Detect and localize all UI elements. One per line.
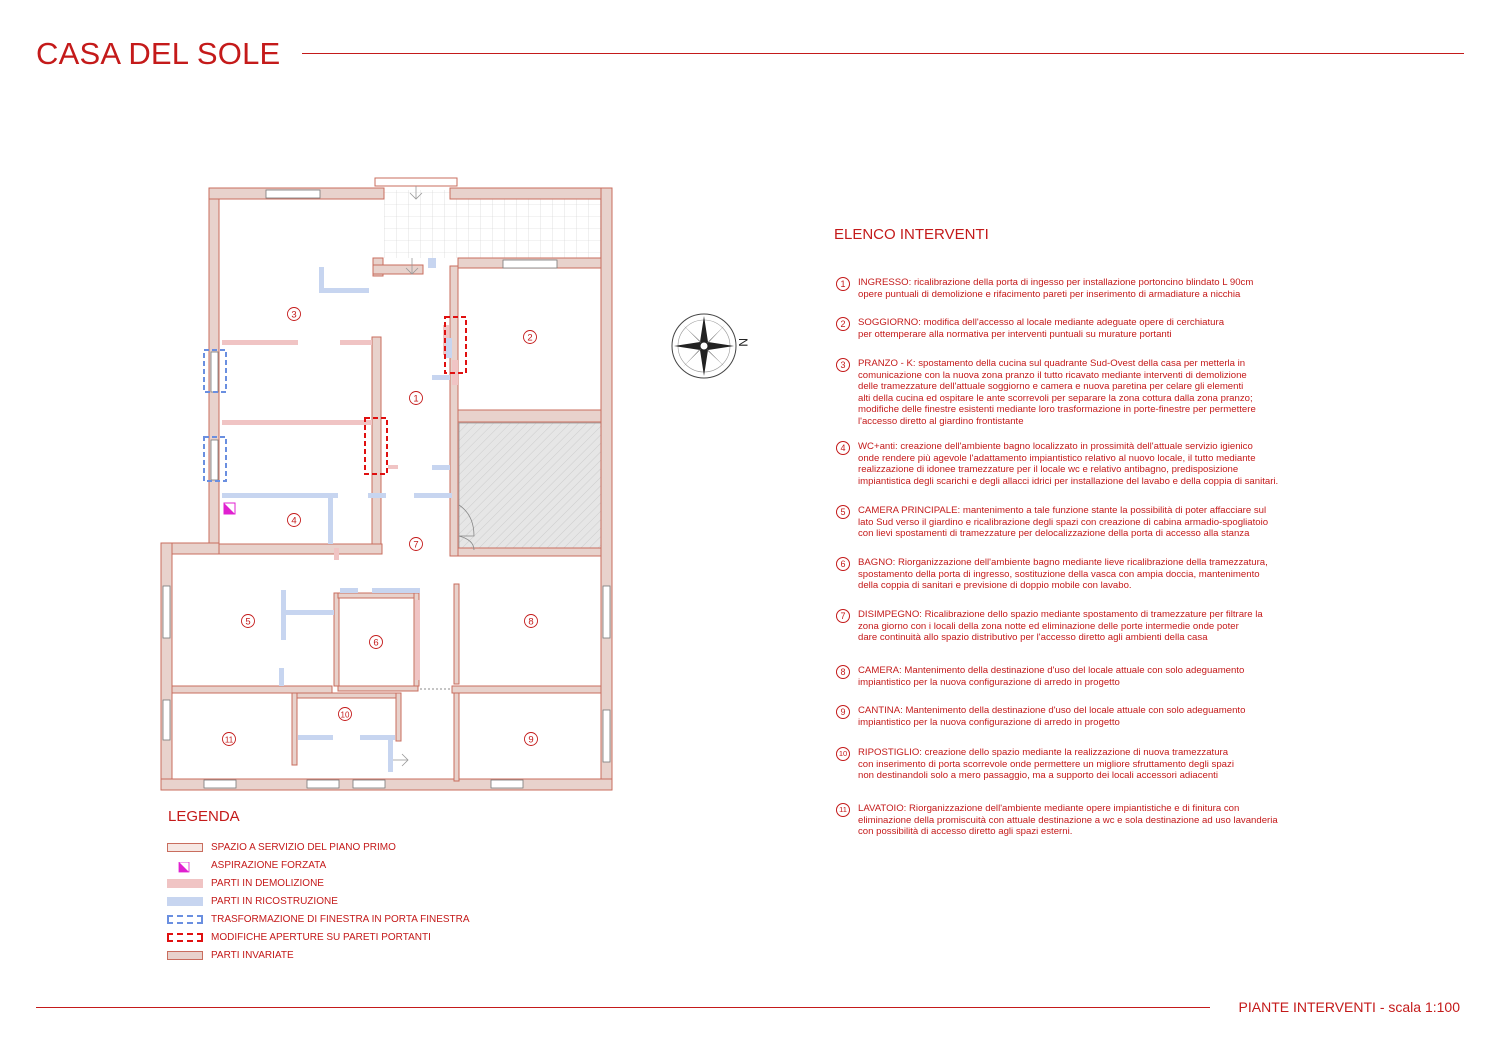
intervention-line: dare continuità allo spazio distributivo per l'accesso diretto agli ambienti della casa [858,632,1208,644]
intervention-line: impiantistico per la nuova configurazione di arredo in progetto [858,676,1120,688]
room-label-4: 4 [291,515,297,527]
compass-rose-icon [668,312,750,380]
legend-swatch-reconstruction [167,897,203,906]
intervention-item [836,277,1306,300]
intervention-line: CANTINA: Mantenimento della destinazione d'uso del locale attuale con solo adeguamento [858,705,1246,716]
legend-label: PARTI INVARIATE [211,949,294,961]
legend-swatch-aspiration [167,860,203,871]
intervention-item [836,441,1306,487]
legend-title: LEGENDA [168,808,240,825]
intervention-text [858,505,1306,540]
intervention-line: DISIMPEGNO: Ricalibrazione dello spazio mediante spostamento di tramezzature per filtrare la [858,609,1263,620]
legend-swatch-walls [167,951,203,960]
intervention-line: INGRESSO: ricalibrazione della porta di ingesso per installazione portoncino blindato L 90cm [858,277,1254,288]
intervention-text [858,441,1306,487]
intervention-line: onde rendere più agevole l'adattamento impiantistico relativo al nuovo locale, il tutto mediante [858,452,1256,464]
intervention-line: per ottemperare alla normativa per interventi puntuali su murature portanti [858,328,1172,340]
intervention-line: spostamento della porta di ingresso, sostituzione della vasca con ampia doccia, mantenimento [858,568,1260,580]
intervention-item [836,557,1306,592]
intervention-line: LAVATOIO: Riorganizzazione dell'ambiente mediante opere impiantistiche e di finitura con [858,803,1240,814]
terrace [384,190,602,258]
intervention-number: 4 [836,441,850,455]
intervention-text [858,747,1306,782]
intervention-line: modifiche delle finestre esistenti mediante loro trasformazione in porte-finestre per permettere [858,404,1256,416]
intervention-line: realizzazione di idonee tramezzature per il locale wc e relativo antibagno, predisposizione [858,464,1239,476]
intervention-line: opere puntuali di demolizione e rifacimento pareti per inserimento di armadiature a nicchia [858,288,1241,300]
intervention-line: eliminazione della promiscuità con attuale destinazione a wc e sola destinazione ad uso lavanderia [858,814,1278,826]
intervention-item [836,665,1306,688]
intervention-text [858,665,1306,688]
legend-item [167,856,470,874]
intervention-line: comunicazione con la nuova zona pranzo il tutto ricavato mediante interventi di demolizione [858,369,1247,381]
intervention-text [858,705,1306,728]
legend-swatch-demolition [167,879,203,888]
page-title: CASA DEL SOLE [36,36,281,71]
legend-item [167,928,470,946]
intervention-line: CAMERA PRINCIPALE: mantenimento a tale funzione stante la possibilità di poter affacciare sul [858,505,1267,516]
intervention-item [836,747,1306,782]
intervention-number: 9 [836,705,850,719]
intervention-text [858,317,1306,340]
intervention-line: SOGGIORNO: modifica dell'accesso al locale mediante adeguate opere di cerchiatura [858,317,1225,328]
intervention-number: 2 [836,317,850,331]
intervention-text [858,358,1306,428]
intervention-line: delle tramezzature dell'attuale soggiorno e camera e nuova paretina per celare gli elementi [858,381,1244,393]
aspiration-icon [167,862,203,873]
intervention-item [836,803,1306,838]
intervention-number: 3 [836,358,850,372]
legend-label: MODIFICHE APERTURE SU PARETI PORTANTI [211,931,431,943]
legend [167,838,470,964]
intervention-item [836,609,1306,644]
compass-north-label: N [736,338,750,347]
legend-item [167,874,470,892]
interventions-title: ELENCO INTERVENTI [834,226,989,243]
room-label-11: 11 [224,735,234,745]
intervention-item [836,505,1306,540]
footer-title: PIANTE INTERVENTI - scala 1:100 [1238,999,1460,1015]
intervention-item [836,358,1306,428]
intervention-line: zona giorno con i locali della zona notte ed eliminazione delle porte intermedie onde poter [858,620,1239,632]
room-label-3: 3 [291,309,297,321]
intervention-line: RIPOSTIGLIO: creazione dello spazio mediante la realizzazione di nuova tramezzatura [858,747,1229,758]
intervention-number: 6 [836,557,850,571]
intervention-number: 5 [836,505,850,519]
intervention-text [858,803,1306,838]
legend-label: SPAZIO A SERVIZIO DEL PIANO PRIMO [211,841,396,853]
intervention-line: WC+anti: creazione dell'ambiente bagno localizzato in prossimità dell'attuale servizio igienico [858,441,1253,452]
intervention-line: con possibilità di accesso diretto agli spazi esterni. [858,826,1073,838]
room-label-8: 8 [528,616,534,628]
intervention-line: lato Sud verso il giardino e ricalibrazione degli spazi con creazione di cabina armadio-spogliatoio [858,516,1269,528]
legend-item [167,910,470,928]
room-label-1: 1 [413,393,419,405]
intervention-text [858,277,1306,300]
legend-item [167,838,470,856]
legend-swatch-blue-dash [167,915,203,924]
room-label-5: 5 [245,616,251,628]
intervention-number: 10 [836,747,850,761]
legend-item [167,946,470,964]
legend-swatch-red-dash [167,933,203,942]
room-label-9: 9 [528,734,534,746]
legend-swatch-outline [167,843,203,852]
staircase-area [459,423,601,549]
legend-label: TRASFORMAZIONE DI FINESTRA IN PORTA FINESTRA [211,913,470,925]
intervention-number: 1 [836,277,850,291]
intervention-line: alti della cucina ed ospitare le ante scorrevoli per separare la zona cottura dalla zona pranzo; [858,392,1253,404]
intervention-line: impiantistica degli scarichi e degli allacci idrici per installazione del lavabo e della coppia di sanitari. [858,475,1279,487]
intervention-item [836,317,1306,340]
room-label-7: 7 [413,539,419,551]
intervention-line: CAMERA: Mantenimento della destinazione d'uso del locale attuale con solo adeguamento [858,665,1245,676]
room-label-2: 2 [527,332,533,344]
forced-aspiration-icon [224,503,235,514]
legend-item [167,892,470,910]
intervention-line: non destinandoli solo a mero passaggio, ma a supporto dei locali accessori adiacenti [858,770,1218,782]
intervention-number: 7 [836,609,850,623]
intervention-item [836,705,1306,728]
intervention-text [858,609,1306,644]
intervention-line: della coppia di sanitari e previsione di doppio mobile con lavabo. [858,580,1132,592]
intervention-line: PRANZO - K: spostamento della cucina sul quadrante Sud-Ovest della casa per metterla in [858,358,1246,369]
intervention-line: BAGNO: Riorganizzazione dell'ambiente bagno mediante lieve ricalibrazione della tramezzatura, [858,557,1268,568]
intervention-line: l'accesso diretto al giardino frontistante [858,415,1024,427]
intervention-number: 11 [836,803,850,817]
intervention-line: con lievi spostamenti di tramezzature per delocalizzazione della porta di accesso alla stanza [858,528,1250,540]
room-label-10: 10 [340,710,350,720]
footer-rule [36,1007,1210,1008]
legend-label: PARTI IN RICOSTRUZIONE [211,895,338,907]
demolition-parts [222,325,458,680]
room-label-6: 6 [373,637,379,649]
intervention-line: con inserimento di porta scorrevole onde permettere un migliore sfruttamento degli spazi [858,758,1234,770]
intervention-text [858,557,1306,592]
legend-label: ASPIRAZIONE FORZATA [211,859,327,871]
intervention-line: impiantistico per la nuova configurazione di arredo in progetto [858,716,1120,728]
intervention-number: 8 [836,665,850,679]
legend-label: PARTI IN DEMOLIZIONE [211,877,324,889]
